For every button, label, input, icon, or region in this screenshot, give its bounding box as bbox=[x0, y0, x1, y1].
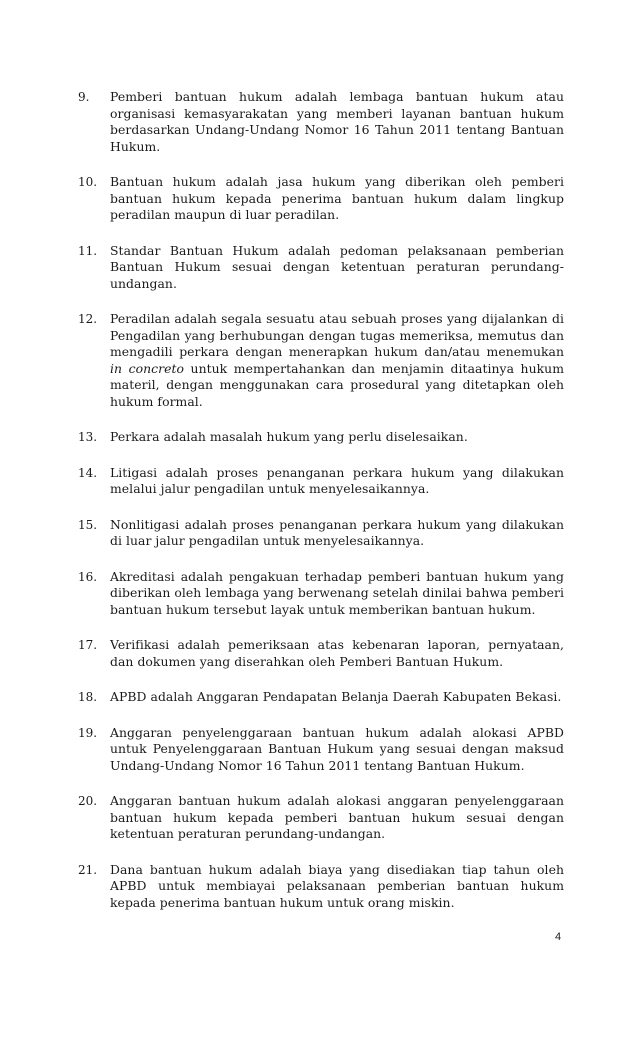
item-text: Anggaran bantuan hukum adalah alokasi anggaran penyelenggaraan bantuan hukum kepada pemberi bantuan hukum sesuai dengan ketentuan peraturan perundang-undangan. bbox=[110, 793, 564, 841]
item-text bbox=[110, 311, 564, 410]
list-item bbox=[78, 89, 564, 155]
item-number: 21. bbox=[78, 862, 98, 877]
item-number: 19. bbox=[78, 725, 98, 740]
item-text: APBD adalah Anggaran Pendapatan Belanja Daerah Kabupaten Bekasi. bbox=[110, 689, 562, 704]
list-item bbox=[78, 569, 564, 619]
item-number: 11. bbox=[78, 243, 98, 258]
list-item bbox=[78, 862, 564, 912]
item-number: 14. bbox=[78, 465, 98, 480]
item-text: Perkara adalah masalah hukum yang perlu diselesaikan. bbox=[110, 429, 468, 444]
list-item bbox=[78, 793, 564, 843]
item-number: 9. bbox=[78, 90, 90, 104]
list-item bbox=[78, 311, 564, 410]
item-number: 15. bbox=[78, 517, 98, 532]
item-text: Dana bantuan hukum adalah biaya yang disediakan tiap tahun oleh APBD untuk membiayai pelaksanaan pemberian bantuan hukum kepada penerima bantuan hukum untuk orang miskin. bbox=[110, 861, 564, 910]
item-text: Litigasi adalah proses penanganan perkara hukum yang dilakukan melalui jalur pengadilan untuk menyelesaikannya. bbox=[110, 464, 564, 496]
item-text: Akreditasi adalah pengakuan terhadap pemberi bantuan hukum yang diberikan oleh lembaga yang berwenang setelah dinilai bahwa pemberi bantuan hukum tersebut layak untuk memberikan bantuan hukum. bbox=[110, 568, 564, 617]
item-text: Verifikasi adalah pemeriksaan atas kebenaran laporan, pernyataan, dan dokumen yang diserahkan oleh Pemberi Bantuan Hukum. bbox=[110, 637, 564, 669]
item-text: Anggaran penyelenggaraan bantuan hukum adalah alokasi APBD untuk Penyelenggaraan Bantuan Hukum yang sesuai dengan maksud Undang-Undang Nomor 16 Tahun 2011 tentang Bantuan Hukum. bbox=[110, 724, 564, 773]
item-text: Bantuan hukum adalah jasa hukum yang diberikan oleh pemberi bantuan hukum kepada penerima bantuan hukum dalam lingkup peradilan maupun di luar peradilan. bbox=[110, 174, 564, 222]
list-item bbox=[78, 429, 564, 446]
item-number: 20. bbox=[78, 794, 98, 808]
definition-list bbox=[78, 89, 564, 930]
list-item bbox=[78, 174, 564, 224]
item-text: Pemberi bantuan hukum adalah lembaga bantuan hukum atau organisasi kemasyarakatan yang memberi layanan bantuan hukum berdasarkan Undang-Undang Nomor 16 Tahun 2011 tentang Bantuan Hukum. bbox=[110, 89, 564, 154]
item-number: 10. bbox=[78, 175, 98, 189]
item-text-part: Peradilan adalah segala sesuatu atau sebuah proses yang dijalankan di Pengadilan yang berhubungan dengan tugas memeriksa, memutus dan mengadili perkara dengan menerapkan hukum dan/atau menemukan bbox=[110, 311, 564, 359]
page-number: 4 bbox=[555, 931, 562, 943]
item-number: 17. bbox=[78, 638, 98, 652]
item-text: Nonlitigasi adalah proses penanganan perkara hukum yang dilakukan di luar jalur pengadilan untuk menyelesaikannya. bbox=[110, 516, 564, 548]
list-item bbox=[78, 689, 564, 706]
item-number: 18. bbox=[78, 690, 98, 704]
list-item bbox=[78, 243, 564, 293]
item-text: Standar Bantuan Hukum adalah pedoman pelaksanaan pemberian Bantuan Hukum sesuai dengan ketentuan peraturan perundang-undangan. bbox=[110, 242, 564, 291]
list-item bbox=[78, 637, 564, 670]
item-text-part: untuk mempertahankan dan menjamin ditaatinya hukum materil, dengan menggunakan cara prosedural yang ditetapkan oleh hukum formal. bbox=[110, 360, 565, 409]
item-number: 16. bbox=[78, 569, 98, 584]
italic-term: in concreto bbox=[110, 360, 185, 376]
item-number: 13. bbox=[78, 430, 98, 444]
item-number: 12. bbox=[78, 312, 98, 326]
list-item bbox=[78, 725, 564, 775]
list-item bbox=[78, 517, 564, 550]
list-item bbox=[78, 465, 564, 498]
